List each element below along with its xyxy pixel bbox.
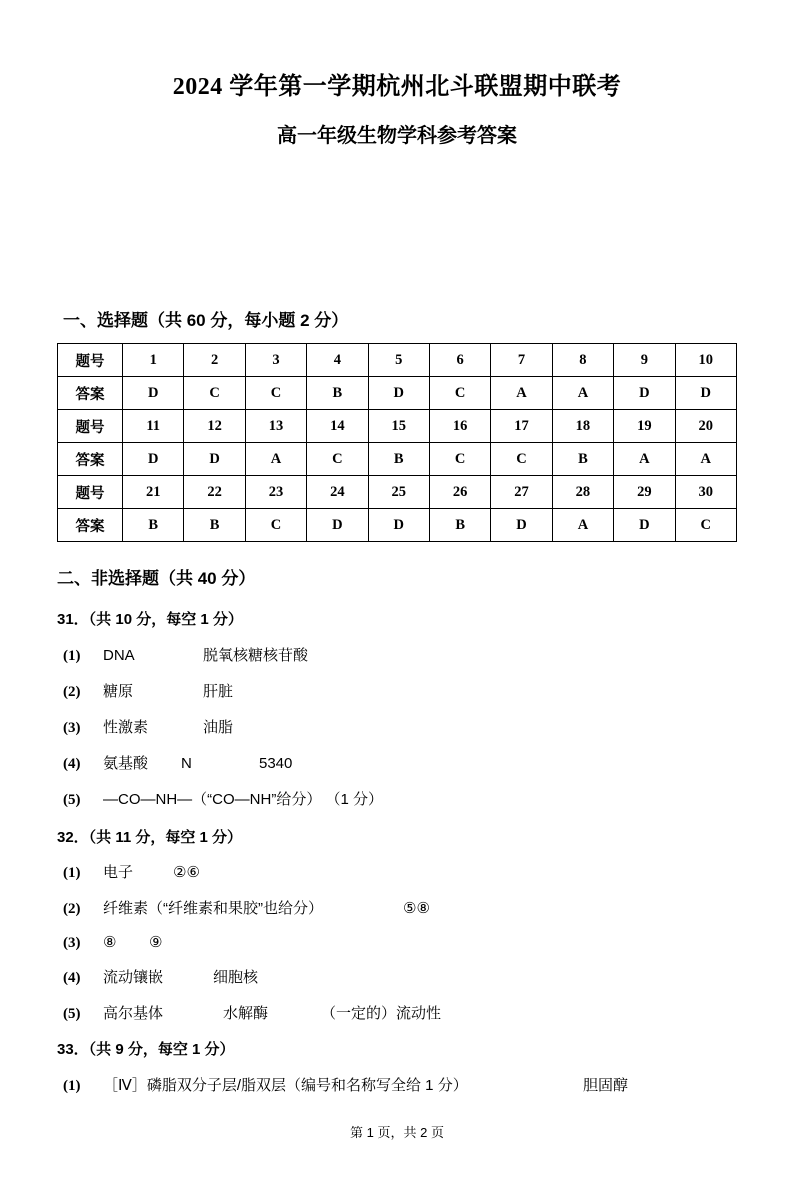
table-cell: 24 [307,476,368,509]
question-32-item-5 [63,1002,441,1023]
table-row [58,410,737,443]
table-cell: B [429,509,490,542]
table-cell: 8 [552,344,613,377]
item-part: 脱氧核糖核苷酸 [203,647,309,664]
item-part: 电子 [103,864,134,881]
table-cell: C [675,509,736,542]
item-part: ⑤⑧ [403,900,430,917]
row-label-question: 题号 [58,410,123,443]
row-label-question: 题号 [58,344,123,377]
question-31-title: 31．（共 10 分，每空 1 分） [57,611,243,628]
item-number: (1) [63,1078,81,1094]
table-cell: 6 [429,344,490,377]
table-cell: D [123,443,184,476]
table-cell: C [184,377,245,410]
table-cell: 28 [552,476,613,509]
table-cell: C [429,377,490,410]
table-cell: B [123,509,184,542]
question-31-item-2 [63,680,233,701]
item-part: 高尔基体 [103,1005,164,1022]
table-row [58,476,737,509]
table-cell: 4 [307,344,368,377]
table-cell: 29 [614,476,675,509]
table-cell: 13 [245,410,306,443]
table-cell: D [614,509,675,542]
table-cell: C [307,443,368,476]
table-cell: 26 [429,476,490,509]
table-cell: A [552,377,613,410]
question-33-item-1 [63,1074,628,1095]
item-part: （一定的）流动性 [321,1005,442,1022]
item-number: (4) [63,756,81,772]
item-part: ⑨ [149,934,163,951]
table-row [58,443,737,476]
item-part: 肝脏 [203,683,234,700]
item-part: 油脂 [203,719,234,736]
question-33-title: 33．（共 9 分，每空 1 分） [57,1041,235,1058]
section-2-heading: 二、非选择题（共 40 分） [57,569,256,588]
row-label-answer: 答案 [58,377,123,410]
item-part: 纤维素（“纤维素和果胶”也给分） [103,900,323,917]
table-cell: D [614,377,675,410]
table-cell: 16 [429,410,490,443]
table-cell: 20 [675,410,736,443]
table-cell: B [307,377,368,410]
item-part: ⑧ [103,934,117,951]
item-part: 性激素 [103,719,149,736]
item-part: 水解酶 [223,1005,269,1022]
question-32-item-1 [63,861,200,882]
table-cell: 5 [368,344,429,377]
document-page [0,66,794,1189]
table-cell: D [491,509,552,542]
item-number: (1) [63,865,81,881]
item-part: DNA [103,647,135,664]
table-row [58,344,737,377]
question-31-item-1 [63,644,308,665]
row-label-answer: 答案 [58,443,123,476]
table-cell: D [184,443,245,476]
table-cell: 1 [123,344,184,377]
table-cell: 23 [245,476,306,509]
item-part: ［Ⅳ］磷脂双分子层/脂双层（编号和名称写全给 1 分） [103,1077,468,1094]
table-cell: 18 [552,410,613,443]
item-number: (3) [63,720,81,736]
table-cell: 11 [123,410,184,443]
table-cell: 2 [184,344,245,377]
table-cell: D [123,377,184,410]
item-part: 流动镶嵌 [103,969,164,986]
table-cell: A [491,377,552,410]
item-part: N [181,755,192,772]
question-31-item-3 [63,716,233,737]
question-31-item-5 [63,788,383,809]
table-cell: C [491,443,552,476]
item-number: (2) [63,684,81,700]
item-number: (5) [63,1006,81,1022]
item-part: 细胞核 [213,969,259,986]
section-1-heading: 一、选择题（共 60 分，每小题 2 分） [63,311,349,330]
table-cell: C [245,509,306,542]
table-cell: A [614,443,675,476]
question-32-item-4 [63,966,258,987]
table-cell: 30 [675,476,736,509]
table-cell: 3 [245,344,306,377]
table-cell: D [675,377,736,410]
item-part: 5340 [259,755,293,772]
table-row [58,377,737,410]
table-cell: A [675,443,736,476]
table-cell: 27 [491,476,552,509]
question-32-title: 32．（共 11 分，每空 1 分） [57,829,243,846]
item-number: (1) [63,648,81,664]
table-cell: D [368,509,429,542]
table-cell: C [245,377,306,410]
table-cell: 7 [491,344,552,377]
question-32-item-3 [63,933,162,952]
table-cell: B [184,509,245,542]
item-number: (2) [63,901,81,917]
item-part: 胆固醇 [583,1077,629,1094]
item-part: 氨基酸 [103,755,149,772]
table-cell: B [368,443,429,476]
table-cell: D [307,509,368,542]
answer-table [57,343,737,542]
table-cell: 25 [368,476,429,509]
item-number: (5) [63,792,81,808]
item-number: (3) [63,935,81,951]
item-part: 糖原 [103,683,134,700]
table-cell: 21 [123,476,184,509]
table-cell: 19 [614,410,675,443]
table-cell: A [552,509,613,542]
table-cell: D [368,377,429,410]
question-31-item-4 [63,752,292,773]
item-part: ②⑥ [173,864,200,881]
table-cell: 10 [675,344,736,377]
table-cell: 15 [368,410,429,443]
question-32-item-2 [63,897,430,918]
table-cell: 12 [184,410,245,443]
page-footer: 第 1 页，共 2 页 [350,1125,444,1140]
table-row [58,509,737,542]
row-label-answer: 答案 [58,509,123,542]
page-title: 2024 学年第一学期杭州北斗联盟期中联考 [172,74,622,100]
item-number: (4) [63,970,81,986]
table-cell: 9 [614,344,675,377]
table-cell: C [429,443,490,476]
table-cell: 17 [491,410,552,443]
table-cell: 14 [307,410,368,443]
item-part: —CO—NH—（“CO—NH”给分） （1 分） [103,791,383,808]
table-cell: B [552,443,613,476]
page-subtitle: 高一年级生物学科参考答案 [277,125,517,147]
row-label-question: 题号 [58,476,123,509]
table-cell: A [245,443,306,476]
table-cell: 22 [184,476,245,509]
